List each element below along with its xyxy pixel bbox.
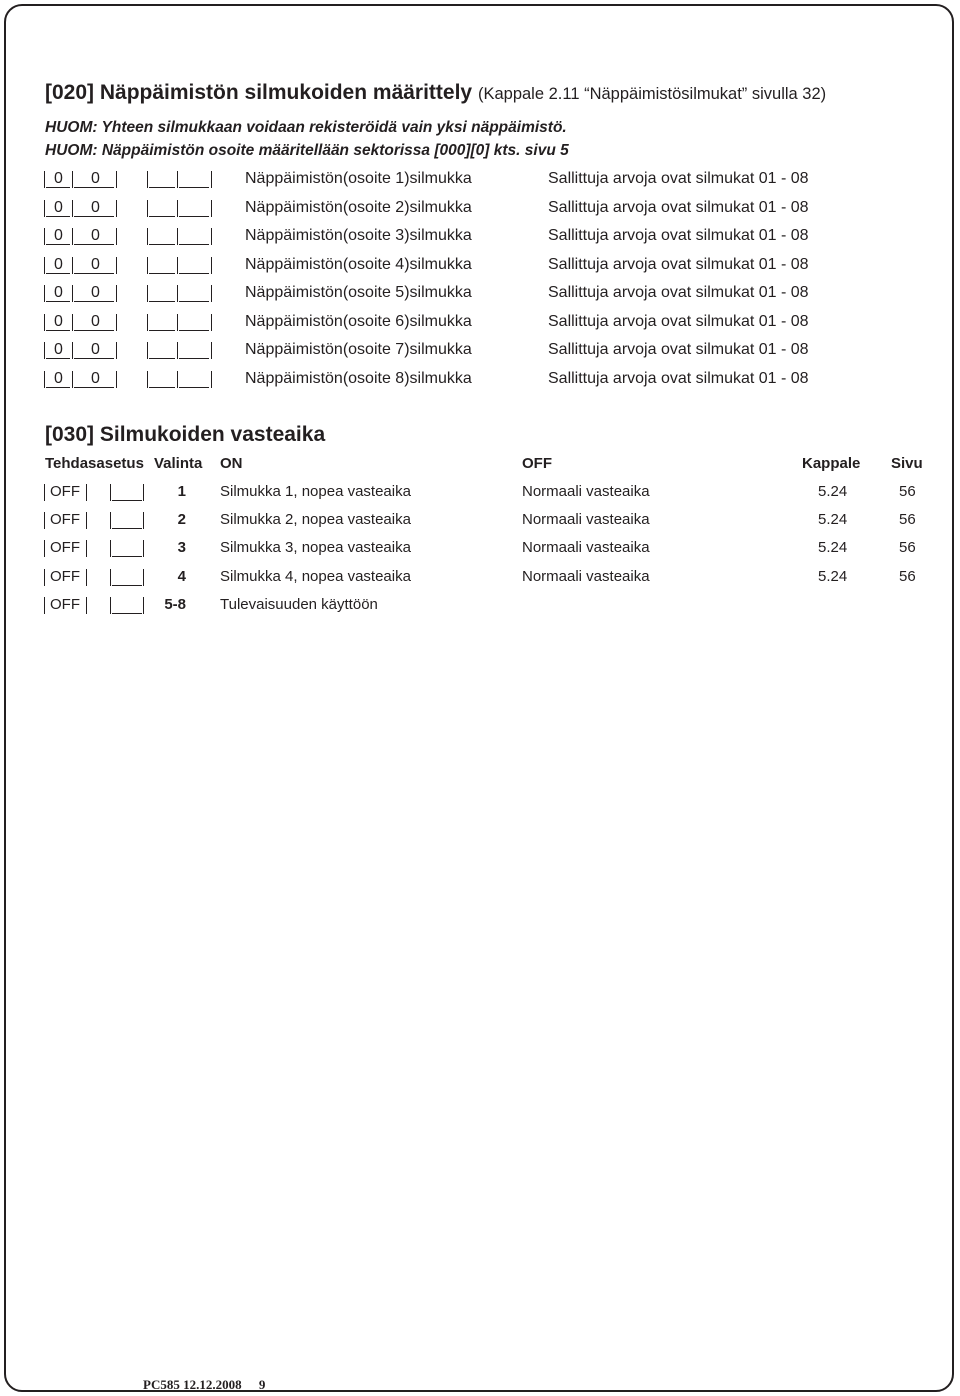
section-030-heading: [030] Silmukoiden vasteaika bbox=[45, 423, 326, 446]
box-divider bbox=[44, 597, 45, 614]
keypad-zone-row bbox=[0, 199, 960, 223]
entry-underline bbox=[149, 330, 175, 331]
allowed-values-text: Sallittuja arvoja ovat silmukat 01 - 08 bbox=[548, 170, 809, 187]
box-divider bbox=[211, 285, 212, 302]
option-off-text: Normaali vasteaika bbox=[522, 567, 650, 585]
entry-underline bbox=[112, 613, 142, 614]
default-digit: 0 bbox=[91, 369, 100, 387]
footer-page-number: 9 bbox=[258, 1377, 266, 1392]
section-020-note-2: HUOM: Näppäimistön osoite määritellään sektorissa [000][0] kts. sivu 5 bbox=[45, 142, 569, 159]
keypad-zone-row bbox=[0, 313, 960, 337]
box-divider bbox=[147, 171, 148, 188]
box-divider bbox=[72, 285, 73, 302]
entry-underline bbox=[179, 387, 209, 388]
keypad-zone-label: Näppäimistön(osoite 5)silmukka bbox=[245, 284, 472, 301]
entry-underline bbox=[179, 216, 209, 217]
box-divider bbox=[110, 569, 111, 586]
allowed-values-text: Sallittuja arvoja ovat silmukat 01 - 08 bbox=[548, 312, 809, 330]
box-divider bbox=[211, 228, 212, 245]
box-divider bbox=[143, 569, 144, 586]
box-divider bbox=[44, 540, 45, 557]
default-digit: 0 bbox=[91, 227, 100, 244]
box-divider bbox=[116, 171, 117, 188]
box-divider bbox=[177, 371, 178, 388]
entry-underline bbox=[149, 244, 175, 245]
box-divider bbox=[143, 540, 144, 557]
box-divider bbox=[44, 285, 45, 302]
box-divider bbox=[177, 228, 178, 245]
keypad-zone-row bbox=[0, 256, 960, 280]
keypad-zone-row bbox=[0, 227, 960, 251]
default-digit: 0 bbox=[54, 198, 63, 216]
option-off-text: Normaali vasteaika bbox=[522, 483, 650, 500]
section-020-heading: [020] Näppäimistön silmukoiden määrittely bbox=[45, 81, 473, 104]
footer-date: 12.12.2008 bbox=[183, 1377, 242, 1392]
box-divider bbox=[143, 484, 144, 501]
option-chapter: 5.24 bbox=[818, 483, 848, 500]
allowed-values-text: Sallittuja arvoja ovat silmukat 01 - 08 bbox=[548, 369, 809, 387]
default-off-box bbox=[44, 539, 90, 559]
box-divider bbox=[44, 484, 45, 501]
option-number: 3 bbox=[177, 539, 186, 557]
box-divider bbox=[44, 314, 45, 331]
allowed-values-text: Sallittuja arvoja ovat silmukat 01 - 08 bbox=[548, 198, 809, 216]
box-divider bbox=[86, 540, 87, 557]
box-divider bbox=[86, 512, 87, 529]
response-option-row bbox=[0, 539, 960, 561]
box-divider bbox=[72, 228, 73, 245]
option-on-text: Silmukka 1, nopea vasteaika bbox=[220, 483, 411, 500]
response-option-row bbox=[0, 596, 960, 618]
box-divider bbox=[72, 342, 73, 359]
default-digit: 0 bbox=[91, 170, 100, 187]
page-footer bbox=[143, 1377, 265, 1393]
header-chapter: Kappale bbox=[802, 455, 861, 472]
keypad-zone-label: Näppäimistön(osoite 6)silmukka bbox=[245, 312, 472, 330]
option-number: 2 bbox=[177, 511, 186, 529]
box-divider bbox=[86, 569, 87, 586]
entry-underline bbox=[179, 358, 209, 359]
box-divider bbox=[177, 285, 178, 302]
default-digit: 0 bbox=[91, 284, 100, 301]
box-divider bbox=[44, 171, 45, 188]
box-divider bbox=[211, 371, 212, 388]
entry-underline bbox=[179, 273, 209, 274]
response-table-header bbox=[0, 455, 960, 475]
box-divider bbox=[143, 597, 144, 614]
keypad-zone-row bbox=[0, 370, 960, 394]
default-digit: 0 bbox=[54, 284, 63, 301]
allowed-values-text: Sallittuja arvoja ovat silmukat 01 - 08 bbox=[548, 227, 809, 244]
default-digit: 0 bbox=[91, 255, 100, 273]
box-divider bbox=[116, 314, 117, 331]
section-020-title bbox=[45, 81, 826, 105]
option-on-text: Tulevaisuuden käyttöön bbox=[220, 595, 378, 613]
header-page: Sivu bbox=[891, 455, 923, 472]
box-divider bbox=[177, 314, 178, 331]
box-divider bbox=[177, 257, 178, 274]
box-divider bbox=[211, 342, 212, 359]
entry-underline bbox=[149, 187, 175, 188]
box-divider bbox=[44, 257, 45, 274]
header-choice: Valinta bbox=[154, 455, 203, 472]
option-chapter: 5.24 bbox=[818, 511, 848, 529]
box-divider bbox=[147, 371, 148, 388]
response-option-row bbox=[0, 483, 960, 505]
option-number: 4 bbox=[177, 567, 186, 585]
default-digit: 0 bbox=[54, 369, 63, 387]
option-off-text: Normaali vasteaika bbox=[522, 511, 650, 529]
box-divider bbox=[143, 512, 144, 529]
default-value: OFF bbox=[50, 511, 80, 529]
allowed-values-text: Sallittuja arvoja ovat silmukat 01 - 08 bbox=[548, 284, 809, 301]
box-divider bbox=[147, 314, 148, 331]
box-divider bbox=[72, 171, 73, 188]
option-on-text: Silmukka 4, nopea vasteaika bbox=[220, 567, 411, 585]
entry-underline bbox=[179, 301, 209, 302]
default-digit: 0 bbox=[91, 341, 100, 358]
default-off-box bbox=[44, 511, 90, 531]
option-page: 56 bbox=[899, 567, 916, 585]
keypad-zone-label: Näppäimistön(osoite 8)silmukka bbox=[245, 369, 472, 387]
box-divider bbox=[110, 597, 111, 614]
default-digit: 0 bbox=[54, 341, 63, 358]
header-default: Tehdasasetus bbox=[45, 455, 144, 472]
default-digit: 0 bbox=[91, 198, 100, 216]
entry-underline bbox=[112, 500, 142, 501]
option-chapter: 5.24 bbox=[818, 567, 848, 585]
box-divider bbox=[72, 371, 73, 388]
box-divider bbox=[211, 314, 212, 331]
box-divider bbox=[177, 200, 178, 217]
box-divider bbox=[110, 484, 111, 501]
option-chapter: 5.24 bbox=[818, 539, 848, 557]
box-divider bbox=[86, 484, 87, 501]
box-divider bbox=[72, 200, 73, 217]
default-digit: 0 bbox=[54, 312, 63, 330]
box-divider bbox=[86, 597, 87, 614]
box-divider bbox=[72, 314, 73, 331]
default-value: OFF bbox=[50, 567, 80, 585]
box-divider bbox=[211, 171, 212, 188]
footer-model: PC585 bbox=[143, 1377, 180, 1392]
box-divider bbox=[147, 200, 148, 217]
allowed-values-text: Sallittuja arvoja ovat silmukat 01 - 08 bbox=[548, 341, 809, 358]
box-divider bbox=[44, 371, 45, 388]
entry-underline bbox=[149, 387, 175, 388]
box-divider bbox=[177, 342, 178, 359]
option-on-text: Silmukka 2, nopea vasteaika bbox=[220, 511, 411, 529]
box-divider bbox=[147, 342, 148, 359]
default-digit: 0 bbox=[91, 312, 100, 330]
keypad-zone-label: Näppäimistön(osoite 4)silmukka bbox=[245, 255, 472, 273]
box-divider bbox=[116, 228, 117, 245]
entry-underline bbox=[179, 187, 209, 188]
response-option-row bbox=[0, 511, 960, 533]
entry-underline bbox=[149, 216, 175, 217]
box-divider bbox=[44, 228, 45, 245]
box-divider bbox=[116, 371, 117, 388]
allowed-values-text: Sallittuja arvoja ovat silmukat 01 - 08 bbox=[548, 255, 809, 273]
header-off: OFF bbox=[522, 455, 552, 472]
entry-underline bbox=[149, 273, 175, 274]
keypad-zone-row bbox=[0, 284, 960, 308]
default-digit: 0 bbox=[54, 255, 63, 273]
box-divider bbox=[147, 257, 148, 274]
default-digit: 0 bbox=[54, 227, 63, 244]
section-020-reference: (Kappale 2.11 “Näppäimistösilmukat” sivulla 32) bbox=[477, 85, 827, 103]
entry-underline bbox=[112, 556, 142, 557]
box-divider bbox=[116, 342, 117, 359]
box-divider bbox=[211, 257, 212, 274]
box-divider bbox=[116, 285, 117, 302]
default-off-box bbox=[44, 568, 90, 588]
default-value: OFF bbox=[50, 539, 80, 557]
option-on-text: Silmukka 3, nopea vasteaika bbox=[220, 539, 411, 557]
option-number: 1 bbox=[177, 483, 186, 500]
box-divider bbox=[110, 540, 111, 557]
section-020-note-1: HUOM: Yhteen silmukkaan voidaan rekisteröidä vain yksi näppäimistö. bbox=[45, 119, 567, 136]
entry-underline bbox=[149, 301, 175, 302]
default-value: OFF bbox=[50, 483, 80, 500]
keypad-zone-row bbox=[0, 341, 960, 365]
box-divider bbox=[44, 569, 45, 586]
entry-underline bbox=[149, 358, 175, 359]
response-option-row bbox=[0, 568, 960, 590]
box-divider bbox=[72, 257, 73, 274]
entry-underline bbox=[179, 244, 209, 245]
entry-underline bbox=[112, 528, 142, 529]
entry-underline bbox=[112, 585, 142, 586]
keypad-zone-label: Näppäimistön(osoite 1)silmukka bbox=[245, 170, 472, 187]
box-divider bbox=[177, 171, 178, 188]
option-number: 5-8 bbox=[164, 595, 186, 613]
box-divider bbox=[44, 342, 45, 359]
box-divider bbox=[110, 512, 111, 529]
box-divider bbox=[147, 228, 148, 245]
option-off-text: Normaali vasteaika bbox=[522, 539, 650, 557]
default-value: OFF bbox=[50, 595, 80, 613]
keypad-zone-label: Näppäimistön(osoite 2)silmukka bbox=[245, 198, 472, 216]
option-page: 56 bbox=[899, 539, 916, 557]
default-digit: 0 bbox=[54, 170, 63, 187]
box-divider bbox=[147, 285, 148, 302]
option-page: 56 bbox=[899, 483, 916, 500]
section-030-title bbox=[45, 423, 325, 447]
option-page: 56 bbox=[899, 511, 916, 529]
entry-underline bbox=[179, 330, 209, 331]
box-divider bbox=[44, 200, 45, 217]
keypad-zone-label: Näppäimistön(osoite 7)silmukka bbox=[245, 341, 472, 358]
header-on: ON bbox=[220, 455, 243, 472]
box-divider bbox=[116, 200, 117, 217]
box-divider bbox=[211, 200, 212, 217]
default-off-box bbox=[44, 596, 90, 616]
box-divider bbox=[116, 257, 117, 274]
keypad-zone-label: Näppäimistön(osoite 3)silmukka bbox=[245, 227, 472, 244]
keypad-zone-row bbox=[0, 170, 960, 194]
default-off-box bbox=[44, 483, 90, 503]
box-divider bbox=[44, 512, 45, 529]
